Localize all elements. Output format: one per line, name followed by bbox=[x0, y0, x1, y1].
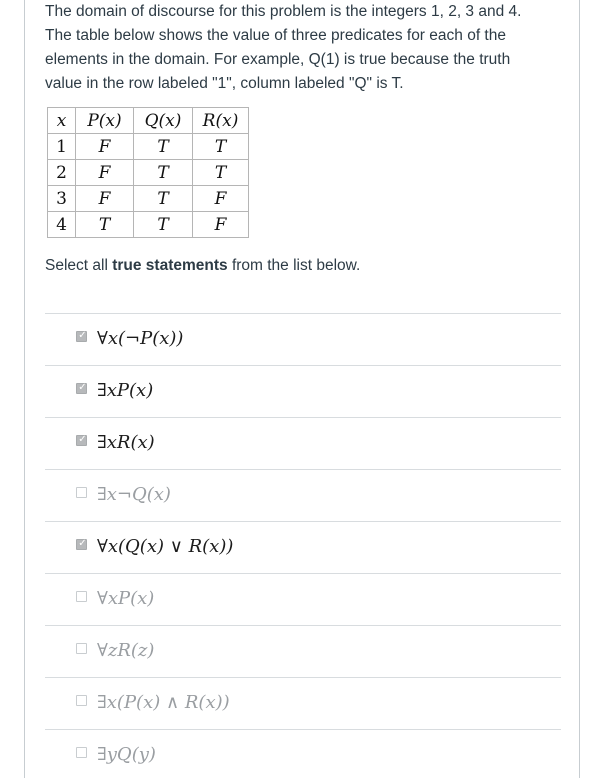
checkmark-icon: ✓ bbox=[78, 382, 87, 393]
answer-formula: ∃xP(x) bbox=[97, 380, 154, 401]
r-value: F bbox=[193, 186, 249, 212]
answer-option[interactable] bbox=[45, 573, 561, 625]
header-x: x bbox=[48, 108, 76, 134]
checkbox-unchecked[interactable] bbox=[76, 643, 87, 654]
instruction-text bbox=[45, 254, 360, 278]
question-text bbox=[45, 0, 545, 96]
answer-formula: ∀x(¬P(x)) bbox=[97, 328, 184, 349]
intro-line-2: The table below shows the value of three predicates for each of the bbox=[45, 27, 506, 44]
header-q: Q(x) bbox=[134, 108, 193, 134]
answer-option[interactable] bbox=[45, 677, 561, 729]
intro-line-1: The domain of discourse for this problem is the integers 1, 2, 3 and 4. bbox=[45, 3, 522, 20]
answer-formula: ∃x(P(x) ∧ R(x)) bbox=[97, 692, 230, 713]
instruction-emphasis: true statements bbox=[112, 257, 228, 274]
checkbox-checked[interactable] bbox=[76, 435, 87, 446]
q-value: T bbox=[134, 212, 193, 238]
header-p: P(x) bbox=[76, 108, 134, 134]
checkmark-icon: ✓ bbox=[78, 434, 87, 445]
answer-formula: ∀xP(x) bbox=[97, 588, 155, 609]
instruction-after: from the list below. bbox=[227, 257, 361, 274]
checkbox-unchecked[interactable] bbox=[76, 747, 87, 758]
checkbox-unchecked[interactable] bbox=[76, 591, 87, 602]
p-value: F bbox=[76, 134, 134, 160]
row-label: 4 bbox=[48, 212, 76, 238]
p-value: T bbox=[76, 212, 134, 238]
checkbox-checked[interactable] bbox=[76, 539, 87, 550]
truth-table bbox=[47, 107, 249, 238]
checkbox-checked[interactable] bbox=[76, 383, 87, 394]
q-value: T bbox=[134, 134, 193, 160]
table-row bbox=[48, 186, 249, 212]
answer-formula: ∀x(Q(x) ∨ R(x)) bbox=[97, 536, 234, 557]
r-value: T bbox=[193, 160, 249, 186]
answer-list bbox=[45, 313, 561, 781]
intro-line-4: value in the row labeled "1", column labeled "Q" is T. bbox=[45, 75, 404, 92]
row-label: 2 bbox=[48, 160, 76, 186]
answer-option[interactable] bbox=[45, 365, 561, 417]
checkmark-icon: ✓ bbox=[78, 538, 87, 549]
answer-option[interactable] bbox=[45, 417, 561, 469]
intro-line-3: elements in the domain. For example, Q(1) is true because the truth bbox=[45, 51, 511, 68]
r-value: F bbox=[193, 212, 249, 238]
header-r: R(x) bbox=[193, 108, 249, 134]
answer-option[interactable] bbox=[45, 521, 561, 573]
table-row bbox=[48, 212, 249, 238]
checkmark-icon: ✓ bbox=[78, 330, 87, 341]
table-row bbox=[48, 160, 249, 186]
q-value: T bbox=[134, 186, 193, 212]
checkbox-unchecked[interactable] bbox=[76, 487, 87, 498]
table-row bbox=[48, 134, 249, 160]
answer-option[interactable] bbox=[45, 313, 561, 365]
instruction-before: Select all bbox=[45, 257, 113, 274]
answer-formula: ∃yQ(y) bbox=[97, 744, 156, 765]
answer-option[interactable] bbox=[45, 729, 561, 781]
answer-formula: ∃xR(x) bbox=[97, 432, 155, 453]
r-value: T bbox=[193, 134, 249, 160]
checkbox-checked[interactable] bbox=[76, 331, 87, 342]
p-value: F bbox=[76, 186, 134, 212]
q-value: T bbox=[134, 160, 193, 186]
checkbox-unchecked[interactable] bbox=[76, 695, 87, 706]
p-value: F bbox=[76, 160, 134, 186]
truth-table-header-row bbox=[48, 108, 249, 134]
row-label: 1 bbox=[48, 134, 76, 160]
answer-option[interactable] bbox=[45, 469, 561, 521]
answer-option[interactable] bbox=[45, 625, 561, 677]
row-label: 3 bbox=[48, 186, 76, 212]
answer-formula: ∀zR(z) bbox=[97, 640, 155, 661]
answer-formula: ∃x¬Q(x) bbox=[97, 484, 171, 505]
